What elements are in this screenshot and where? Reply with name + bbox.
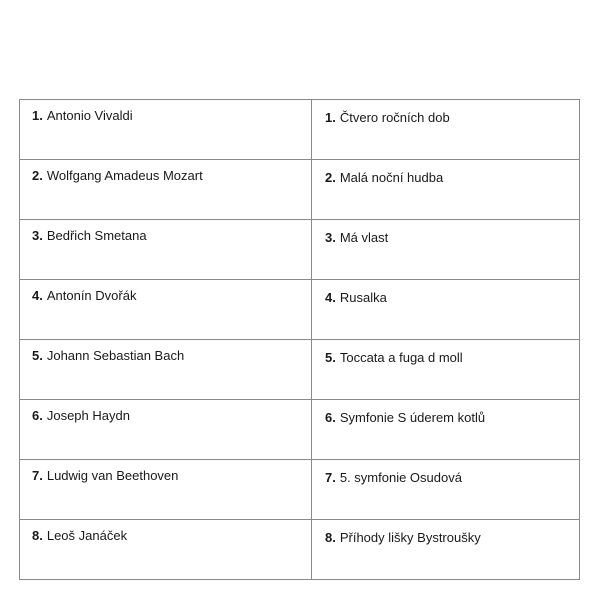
work-title: Má vlast xyxy=(339,230,389,245)
matching-worksheet xyxy=(19,99,580,545)
table-row xyxy=(20,160,580,220)
work-cell xyxy=(312,340,580,400)
composer-name: Wolfgang Amadeus Mozart xyxy=(46,168,203,183)
work-title: Příhody lišky Bystroušky xyxy=(339,530,481,545)
work-title: Čtvero ročních dob xyxy=(339,110,450,125)
work-title: Toccata a fuga d moll xyxy=(339,350,463,365)
table-row xyxy=(20,220,580,280)
table-row xyxy=(20,100,580,160)
table-row xyxy=(20,460,580,520)
work-title: Symfonie S úderem kotlů xyxy=(339,410,486,425)
composer-cell xyxy=(20,520,312,580)
item-number: 2. xyxy=(32,168,43,183)
table-row xyxy=(20,340,580,400)
composer-name: Joseph Haydn xyxy=(46,408,130,423)
item-number: 8. xyxy=(32,528,43,543)
work-cell xyxy=(312,280,580,340)
item-number: 3. xyxy=(32,228,43,243)
item-number: 7. xyxy=(325,470,336,485)
item-number: 1. xyxy=(325,110,336,125)
composer-name: Antonín Dvořák xyxy=(46,288,137,303)
composer-cell xyxy=(20,220,312,280)
work-title: Malá noční hudba xyxy=(339,170,444,185)
item-number: 6. xyxy=(325,410,336,425)
work-cell xyxy=(312,160,580,220)
item-number: 1. xyxy=(32,108,43,123)
item-number: 8. xyxy=(325,530,336,545)
work-cell xyxy=(312,400,580,460)
composer-name: Leoš Janáček xyxy=(46,528,128,543)
composer-name: Bedřich Smetana xyxy=(46,228,147,243)
composer-cell xyxy=(20,100,312,160)
table-row xyxy=(20,400,580,460)
work-cell xyxy=(312,220,580,280)
table-row xyxy=(20,520,580,580)
item-number: 3. xyxy=(325,230,336,245)
item-number: 5. xyxy=(32,348,43,363)
table-row xyxy=(20,280,580,340)
item-number: 6. xyxy=(32,408,43,423)
composer-cell xyxy=(20,400,312,460)
composer-cell xyxy=(20,160,312,220)
composer-cell xyxy=(20,460,312,520)
composer-cell xyxy=(20,340,312,400)
composer-work-table xyxy=(19,99,580,580)
item-number: 2. xyxy=(325,170,336,185)
work-cell xyxy=(312,520,580,580)
work-title: Rusalka xyxy=(339,290,387,305)
composer-name: Antonio Vivaldi xyxy=(46,108,133,123)
composer-name: Johann Sebastian Bach xyxy=(46,348,185,363)
work-cell xyxy=(312,460,580,520)
composer-cell xyxy=(20,280,312,340)
item-number: 4. xyxy=(325,290,336,305)
composer-name: Ludwig van Beethoven xyxy=(46,468,179,483)
item-number: 7. xyxy=(32,468,43,483)
item-number: 5. xyxy=(325,350,336,365)
work-cell xyxy=(312,100,580,160)
item-number: 4. xyxy=(32,288,43,303)
work-title: 5. symfonie Osudová xyxy=(339,470,462,485)
